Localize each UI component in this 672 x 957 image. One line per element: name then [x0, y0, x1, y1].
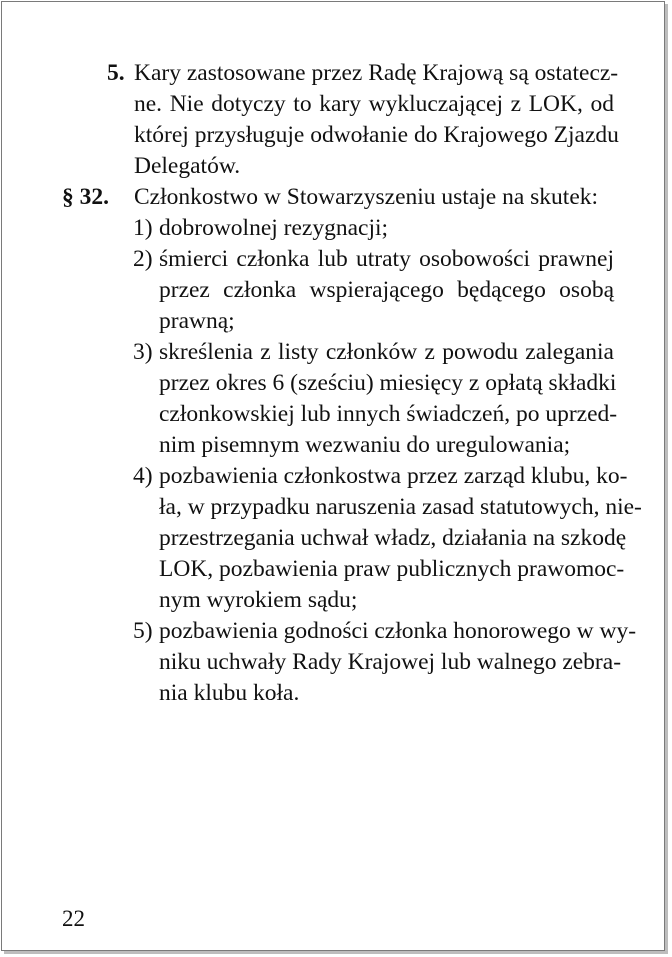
list-item-line: nym wyrokiem sądu; [159, 587, 358, 613]
list-item-line: nia klubu koła. [159, 680, 300, 706]
list-item-line: skreślenia z listy członków z powodu zalegania [159, 339, 614, 365]
list-item-line: przez członka wspierającego będącego osobą [159, 277, 614, 303]
section-intro: Członkostwo w Stowarzyszeniu ustaje na skutek: [134, 184, 599, 210]
paragraph-number: 5. [107, 60, 125, 86]
list-item-line: pozbawienia godności członka honorowego w wy- [159, 618, 637, 644]
list-item-number: 2) [133, 246, 153, 272]
list-item-line: przez okres 6 (sześciu) miesięcy z opłatą składki [159, 370, 617, 396]
list-item-line: nim pisemnym wezwaniu do uregulowania; [159, 432, 571, 458]
list-item-line: LOK, pozbawienia praw publicznych prawomoc- [159, 556, 625, 582]
list-item-line: śmierci członka lub utraty osobowości prawnej [159, 246, 614, 272]
list-item-number: 1) [133, 215, 153, 241]
page-number: 22 [62, 906, 85, 931]
text-line: ne. Nie dotyczy to kary wykluczającej z LOK, od [134, 91, 614, 117]
list-item-line: pozbawienia członkostwa przez zarząd klubu, ko- [159, 463, 628, 489]
list-item-number: 3) [133, 339, 153, 365]
list-item-line: dobrowolnej rezygnacji; [159, 215, 389, 241]
text-line: Kary zastosowane przez Radę Krajową są ostatecz- [134, 60, 619, 86]
section-number: § 32. [62, 184, 109, 210]
text-line: której przysługuje odwołanie do Krajowego Zjazdu [134, 122, 619, 148]
list-item-line: członkowskiej lub innych świadczeń, po uprzed- [159, 401, 618, 427]
text-line: Delegatów. [134, 153, 241, 179]
list-item-line: przestrzegania uchwał władz, działania na szkodę [159, 525, 627, 551]
list-item-line: niku uchwały Rady Krajowej lub walnego zebra- [159, 649, 622, 675]
list-item-number: 4) [133, 463, 153, 489]
list-item-number: 5) [133, 618, 153, 644]
list-item-line: prawną; [159, 308, 235, 334]
list-item-line: ła, w przypadku naruszenia zasad statutowych, nie- [159, 494, 642, 520]
